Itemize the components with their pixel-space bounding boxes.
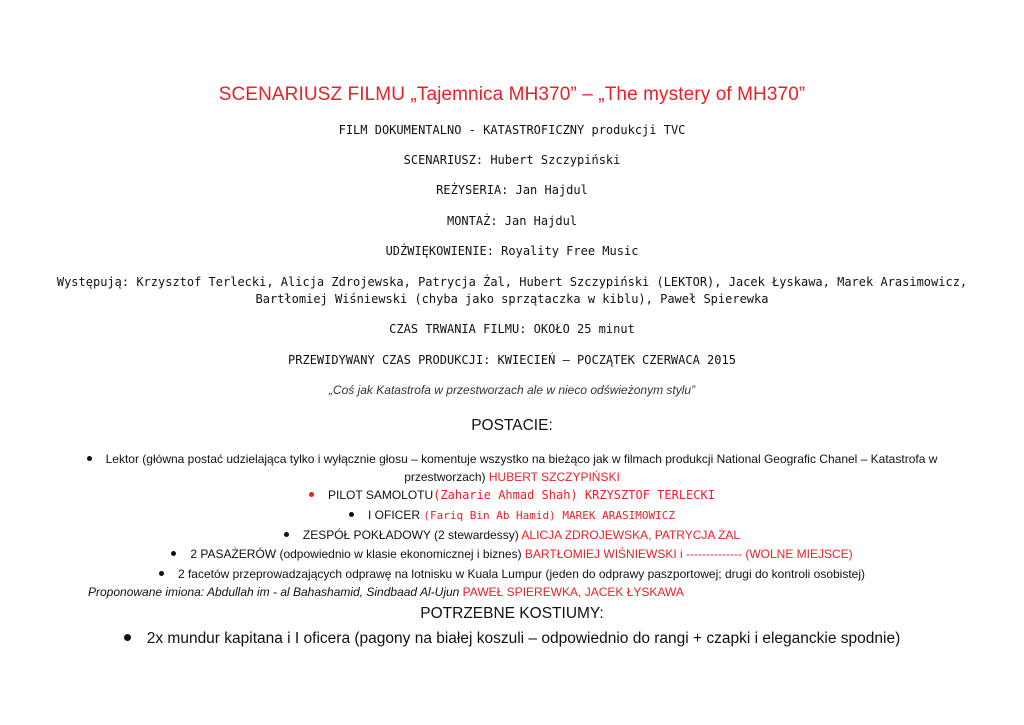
udzwiekowienie-line: UDŹWIĘKOWIENIE: Royality Free Music: [385, 244, 639, 258]
bullet-icon: [309, 492, 314, 497]
costume-item-text: 2x mundur kapitana i I oficera (pagony na białej koszuli – odpowiednio do rangi + czapki i eleganckie spodnie): [146, 630, 901, 647]
lektor-description: Lektor (główna postać udzielająca tylko i wyłącznie głosu – komentuje wszystko na bieżąco jak w filmach produkcji National Geografic Chanel – Katastrofa w: [105, 452, 938, 466]
bullet-icon: [159, 571, 164, 576]
pasazer-role: 2 PASAŻERÓW (odpowiednio w klasie ekonomicznej i biznes): [190, 547, 522, 561]
pasazer-actor: BARTŁOMIEJ WIŚNIEWSKI i -------------- (WOLNE MIEJSCE): [524, 547, 853, 561]
pilot-actor: (Zaharie Ahmad Shah) KRZYSZTOF TERLECKI: [433, 488, 715, 502]
rezyseria-line: REŻYSERIA: Jan Hajdul: [436, 183, 588, 197]
cast-line-2: Bartłomiej Wiśniewski (chyba jako sprzątaczka w kiblu), Paweł Spierewka: [255, 292, 769, 306]
character-oficer: [0, 508, 1024, 522]
proposed-names: [88, 585, 684, 599]
document-title: SCENARIUSZ FILMU „Tajemnica MH370” – „The mystery of MH370”: [218, 84, 806, 105]
bullet-icon: [87, 456, 92, 461]
bullet-icon: [284, 532, 289, 537]
lektor-actor: HUBERT SZCZYPIŃSKI: [488, 470, 620, 484]
imiona-text: Proponowane imiona: Abdullah im - al Bahashamid, Sindbaad Al-Ujun: [88, 585, 460, 599]
oficer-role: I OFICER: [367, 508, 420, 522]
faceci-role: 2 facetów przeprowadzających odprawę na lotnisku w Kuala Lumpur (jeden do odprawy paszportowej; drugi do kontroli osobistej): [177, 567, 866, 581]
duration-line: CZAS TRWANIA FILMU: OKOŁO 25 minut: [389, 322, 635, 336]
costume-item: [0, 630, 1024, 648]
film-type: FILM DOKUMENTALNO - KATASTROFICZNY produkcji TVC: [338, 123, 686, 137]
cast-line-1: Występują: Krzysztof Terlecki, Alicja Zdrojewska, Patrycja Żal, Hubert Szczypiński (LEKTOR), Jacek Łyskawa, Marek Arasimowicz,: [56, 275, 968, 289]
oficer-actor: (Fariq Bin Ab Hamid) MAREK ARASIMOWICZ: [423, 509, 676, 522]
lektor-description-cont: przestworzach): [404, 470, 486, 484]
character-faceci: [0, 567, 1024, 581]
imiona-actor: PAWEŁ SPIEREWKA, JACEK ŁYSKAWA: [462, 585, 684, 599]
tagline-quote: „Coś jak Katastrofa w przestworzach ale w nieco odświeżonym stylu”: [328, 383, 696, 397]
costumes-heading: POTRZEBNE KOSTIUMY:: [420, 605, 604, 622]
character-pasazerowie: [0, 547, 1024, 561]
bullet-icon: [349, 512, 354, 517]
character-lektor: [0, 452, 1024, 466]
pilot-role: PILOT SAMOLOTU: [328, 488, 434, 502]
production-time-line: PRZEWIDYWANY CZAS PRODUKCJI: KWIECIEŃ – POCZĄTEK CZERWACA 2015: [288, 353, 736, 367]
montaz-line: MONTAŻ: Jan Hajdul: [446, 214, 578, 228]
scenariusz-line: SCENARIUSZ: Hubert Szczypiński: [403, 153, 621, 167]
zespol-role: ZESPÓŁ POKŁADOWY (2 stewardessy): [302, 528, 519, 542]
zespol-actor: ALICJA ZDROJEWSKA, PATRYCJA ŻAL: [521, 528, 741, 542]
character-lektor-cont: [0, 470, 1024, 484]
characters-heading: POSTACIE:: [471, 417, 553, 434]
character-pilot: [0, 488, 1024, 502]
bullet-icon: [124, 634, 131, 641]
bullet-icon: [171, 551, 176, 556]
character-zespol: [0, 528, 1024, 542]
